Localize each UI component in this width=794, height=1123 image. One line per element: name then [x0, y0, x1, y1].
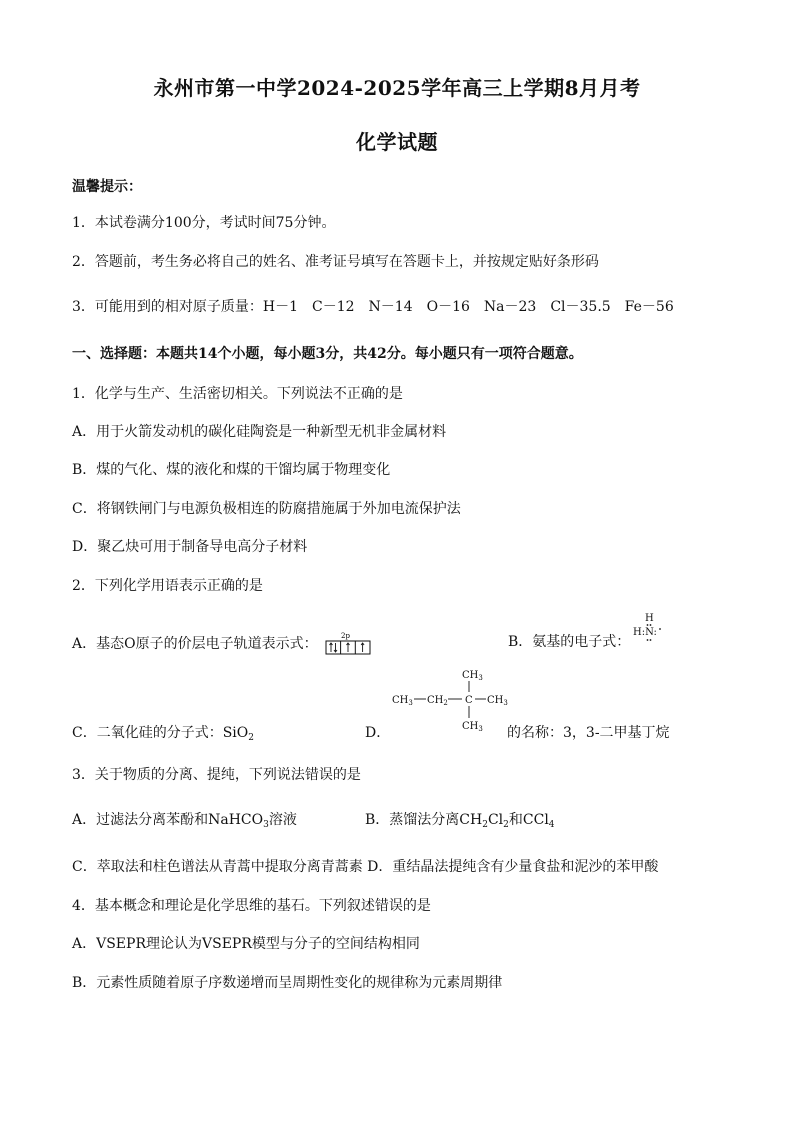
svg-text:CH3: $CH_3$: [462, 721, 483, 733]
exam-subtitle: 化学试题: [356, 130, 438, 154]
q3-option-b: B．蒸馏法分离$CH_2Cl_2$和CCl$_4$: [365, 812, 555, 830]
q2-option-d-label: D．: [365, 725, 391, 741]
q1-option-d: D．聚乙炔可用于制备导电高分子材料: [72, 539, 308, 555]
q4-stem: 4．基本概念和理论是化学思维的基石。下列叙述错误的是: [72, 898, 431, 914]
tip-item-1: 1．本试卷满分100分，考试时间75分钟。: [72, 215, 336, 231]
q2-option-b-text: B．氨基的电子式：: [508, 634, 631, 650]
q2-option-c: [72, 722, 254, 742]
q4-option-b: B．元素性质随着原子序数递增而呈周期性变化的规律称为元素周期律: [72, 975, 503, 991]
amino-formula: H:N:: [633, 627, 657, 638]
q4-option-a: A．VSEPR理论认为VSEPR模型与分子的空间结构相同: [72, 936, 420, 952]
section-heading: 一、选择题：本题共14个小题，每小题3分，共42分。每小题只有一项符合题意。: [72, 346, 583, 362]
q1-option-c: C．将钢铁闸门与电源负极相连的防腐措施属于外加电流保护法: [72, 501, 461, 517]
q2-option-a: [72, 631, 374, 657]
tip-item-2: 2．答题前，考生务必将自己的姓名、准考证号填写在答题卡上，并按规定贴好条形码: [72, 254, 599, 270]
svg-text:CH3: $CH_3$: [487, 695, 508, 707]
q3-option-a: [72, 809, 297, 829]
q2-stem: 2．下列化学用语表示正确的是: [72, 578, 263, 594]
q3-options-cd: C．萃取法和柱色谱法从青蒿中提取分离青蒿素 D．重结晶法提纯含有少量食盐和泥沙的苯甲酸: [72, 859, 659, 875]
q3-option-a-text: A．过滤法分离苯酚和NaHCO: [72, 812, 264, 828]
q2-option-b: [508, 631, 630, 651]
exam-title: 永州市第一中学2024-2025学年高三上学期8月月考: [153, 76, 641, 100]
q1-option-a: A．用于火箭发动机的碳化硅陶瓷是一种新型无机非金属材料: [72, 424, 447, 440]
svg-text:CH3: $CH_3$: [462, 670, 483, 682]
amino-electron-formula: [630, 609, 670, 649]
q2-option-a-text: A．基态O原子的价层电子轨道表示式：: [72, 636, 318, 652]
q1-option-b: B．煤的气化、煤的液化和煤的干馏均属于物理变化: [72, 462, 391, 478]
q2-option-c-sub: 2: [248, 733, 254, 743]
orbital-diagram-icon: [324, 631, 374, 657]
tip-item-3: 3．可能用到的相对原子质量：H－1 C－12 N－14 O－16 Na－23 Cl－35.5 Fe－56: [72, 299, 674, 315]
q2-option-c-text: C．二氧化硅的分子式：SiO: [72, 725, 249, 741]
q2-option-d-name: 的名称：3，3-二甲基丁烷: [507, 725, 670, 741]
q3-option-a-tail: 溶液: [268, 812, 297, 828]
svg-text:CH3: $CH_3$: [392, 695, 413, 707]
orbital-label: 2p: [341, 632, 350, 640]
svg-text:C: C: [465, 695, 473, 706]
q1-stem: 1．化学与生产、生活密切相关。下列说法不正确的是: [72, 386, 403, 402]
q3-option-b-text: B．蒸馏法分离CH: [365, 812, 483, 828]
amino-h-top: H: [645, 613, 654, 624]
dimethylbutane-structure: [390, 666, 506, 734]
q3-option-a-sub: 3: [263, 820, 269, 830]
q3-stem: 3．关于物质的分离、提纯，下列说法错误的是: [72, 767, 361, 783]
tips-heading: 温馨提示：: [72, 179, 142, 195]
svg-text:CH2: $CH_2$: [427, 695, 448, 707]
